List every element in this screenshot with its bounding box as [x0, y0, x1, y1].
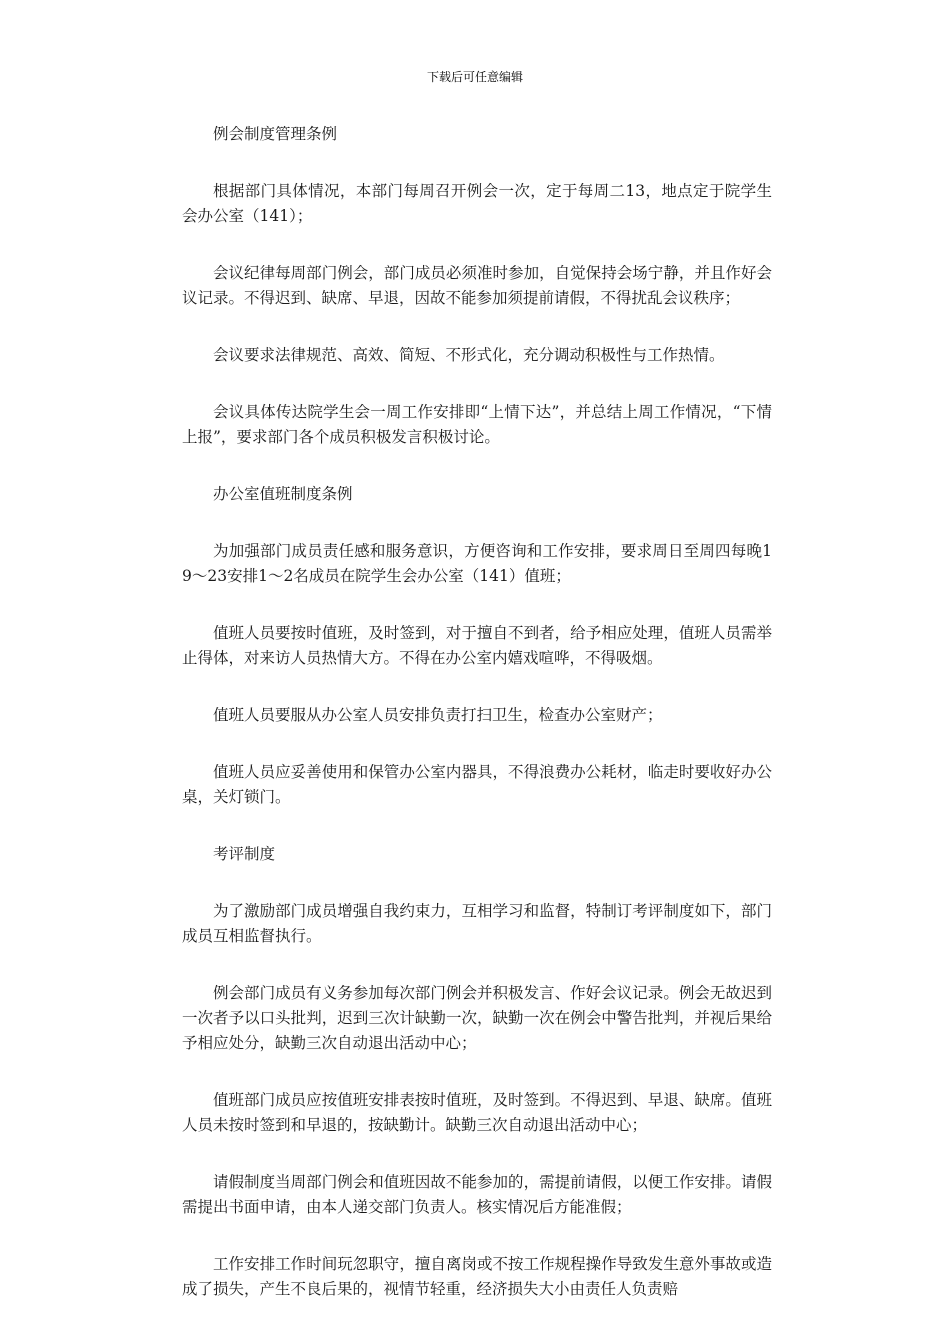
paragraph: 工作安排工作时间玩忽职守，擅自离岗或不按工作规程操作导致发生意外事故或造成了损失，产生不良后果的，视情节轻重，经济损失大小由责任人负责赔: [182, 1255, 772, 1298]
paragraph: 为加强部门成员责任感和服务意识，方便咨询和工作安排，要求周日至周四每晚19～23安排1～2名成员在院学生会办公室（141）值班；: [182, 542, 772, 585]
paragraph: 会议具体传达院学生会一周工作安排即“上情下达”，并总结上周工作情况，“下情上报”，要求部门各个成员积极发言积极讨论。: [182, 403, 772, 446]
paragraph: 为了激励部门成员增强自我约束力，互相学习和监督，特制订考评制度如下，部门成员互相监督执行。: [182, 902, 772, 945]
document-body: [182, 122, 772, 1334]
paragraph: 根据部门具体情况，本部门每周召开例会一次，定于每周二13，地点定于院学生会办公室（141）；: [182, 182, 772, 225]
section-heading-evaluation: 考评制度: [213, 845, 276, 863]
section-heading-meeting-rules: 例会制度管理条例: [213, 125, 338, 143]
header-note: 下载后可任意编辑: [426, 70, 523, 84]
paragraph: 会议纪律每周部门例会，部门成员必须准时参加，自觉保持会场宁静，并且作好会议记录。不得迟到、缺席、早退，因故不能参加须提前请假，不得扰乱会议秩序；: [182, 264, 772, 307]
paragraph: 请假制度当周部门例会和值班因故不能参加的，需提前请假，以便工作安排。请假需提出书面申请，由本人递交部门负责人。核实情况后方能准假；: [182, 1173, 772, 1216]
paragraph: 值班人员要服从办公室人员安排负责打扫卫生，检查办公室财产；: [213, 706, 663, 724]
section-heading-duty-rules: 办公室值班制度条例: [213, 485, 353, 503]
paragraph: 会议要求法律规范、高效、简短、不形式化，充分调动积极性与工作热情。: [213, 346, 725, 364]
paragraph: 值班部门成员应按值班安排表按时值班，及时签到。不得迟到、早退、缺席。值班人员未按时签到和早退的，按缺勤计。缺勤三次自动退出活动中心；: [182, 1091, 772, 1134]
paragraph: 值班人员应妥善使用和保管办公室内器具，不得浪费办公耗材，临走时要收好办公桌，关灯锁门。: [182, 763, 772, 806]
paragraph: 值班人员要按时值班，及时签到，对于擅自不到者，给予相应处理，值班人员需举止得体，对来访人员热情大方。不得在办公室内嬉戏喧哗，不得吸烟。: [182, 624, 772, 667]
paragraph: 例会部门成员有义务参加每次部门例会并积极发言、作好会议记录。例会无故迟到一次者予以口头批判，迟到三次计缺勤一次，缺勤一次在例会中警告批判，并视后果给予相应处分，缺勤三次自动退出活动中心；: [182, 984, 772, 1052]
